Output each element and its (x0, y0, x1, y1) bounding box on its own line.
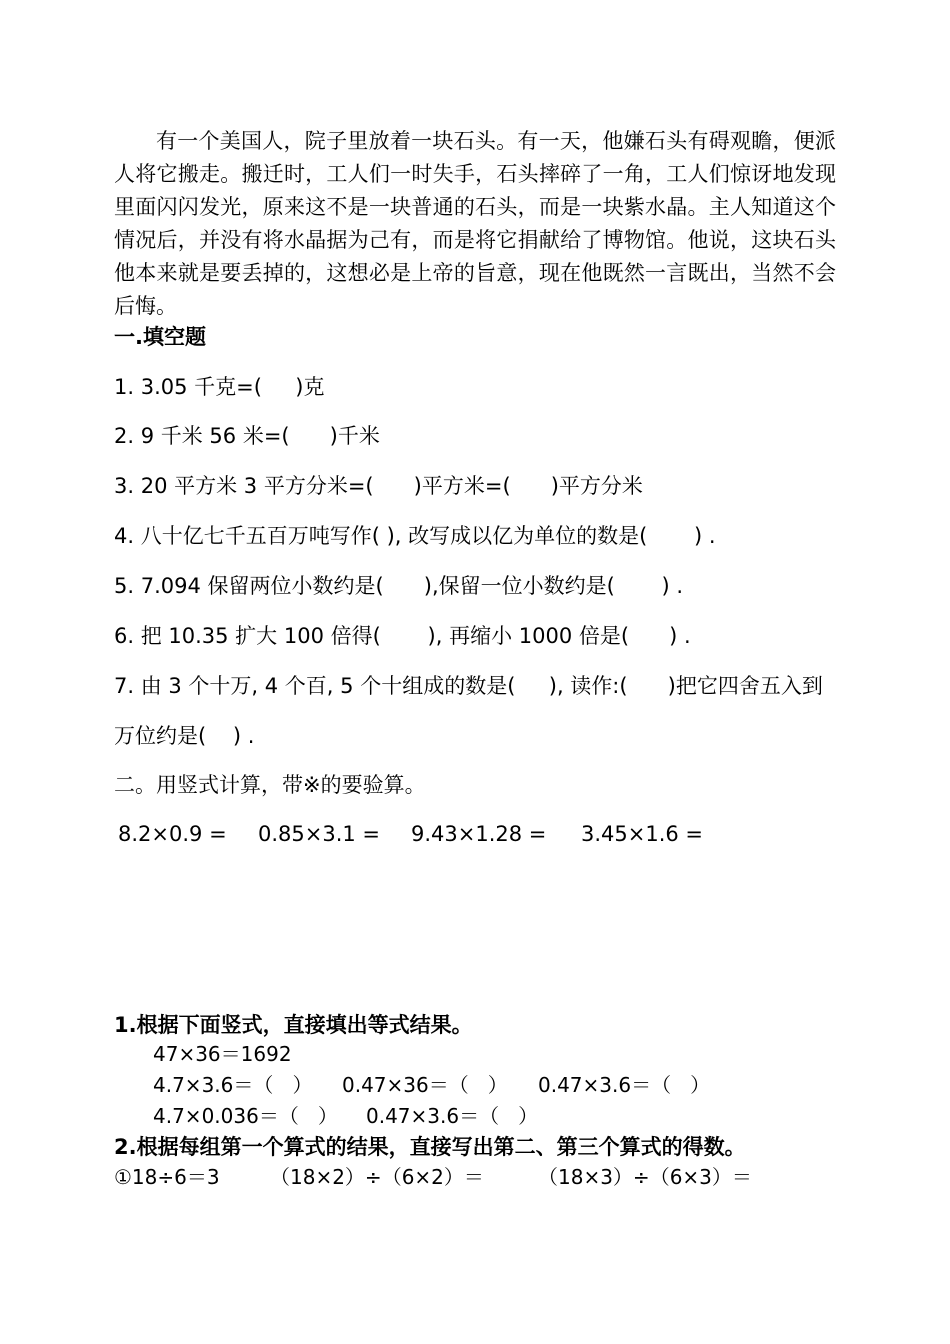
fill-blank-item-2: 2. 9 千米 56 米=( )千米 (114, 424, 380, 448)
fill-blank-item-3: 3. 20 平方米 3 平方分米=( )平方米=( )平方分米 (114, 474, 643, 498)
given-equation: 47×36＝1692 (153, 1042, 292, 1066)
derived-equation-4: 4.7×0.036＝（ ） (153, 1104, 338, 1128)
fill-blank-item-4: 4. 八十亿七千五百万吨写作( ), 改写成以亿为单位的数是( ) . (114, 524, 716, 548)
fill-blank-item-5: 5. 7.094 保留两位小数约是( ),保留一位小数约是( ) . (114, 574, 684, 598)
derived-equation-3: 0.47×3.6＝（ ） (538, 1073, 711, 1097)
calc-2: 0.85×3.1 = (258, 822, 381, 846)
derived-equation-2: 0.47×36＝（ ） (342, 1073, 508, 1097)
fill-blank-item-1: 1. 3.05 千克=( )克 (114, 375, 325, 399)
section-1-title: 一.填空题 (114, 325, 206, 349)
calc-3: 9.43×1.28 = (411, 822, 547, 846)
fill-blank-item-7-cont: 万位约是( ) . (114, 724, 255, 748)
story-paragraph: 有一个美国人，院子里放着一块石头。有一天，他嫌石头有碍观瞻，便派人将它搬走。搬迁时，工人们一时失手，石头摔碎了一角，工人们惊讶地发现里面闪闪发光，原来这不是一块普通的石头，而是一块紫水晶。主人知道这个情况后，并没有将水晶据为己有，而是将它捐献给了博物馆。他说，这块石头他本来就是要丢掉的，这想必是上帝的旨意，现在他既然一言既出，当然不会后悔。 (114, 129, 836, 318)
fill-blank-item-7: 7. 由 3 个十万, 4 个百, 5 个十组成的数是( ), 读作:( )把它四舍五入到 (114, 674, 823, 698)
derived-equation-1: 4.7×3.6＝（ ） (153, 1073, 313, 1097)
quotient-base: ①18÷6＝3 (114, 1165, 220, 1189)
calc-1: 8.2×0.9 = (118, 822, 227, 846)
quotient-second: （18×2）÷（6×2）＝ (270, 1165, 484, 1189)
calc-4: 3.45×1.6 = (581, 822, 704, 846)
section-4-title: 2.根据每组第一个算式的结果，直接写出第二、第三个算式的得数。 (114, 1135, 746, 1159)
section-3-title: 1.根据下面竖式，直接填出等式结果。 (114, 1013, 473, 1037)
derived-equation-5: 0.47×3.6＝（ ） (366, 1104, 539, 1128)
section-2-title: 二。用竖式计算，带※的要验算。 (114, 773, 426, 797)
fill-blank-item-6: 6. 把 10.35 扩大 100 倍得( ), 再缩小 1000 倍是( ) . (114, 624, 691, 648)
quotient-third: （18×3）÷（6×3）＝ (538, 1165, 752, 1189)
